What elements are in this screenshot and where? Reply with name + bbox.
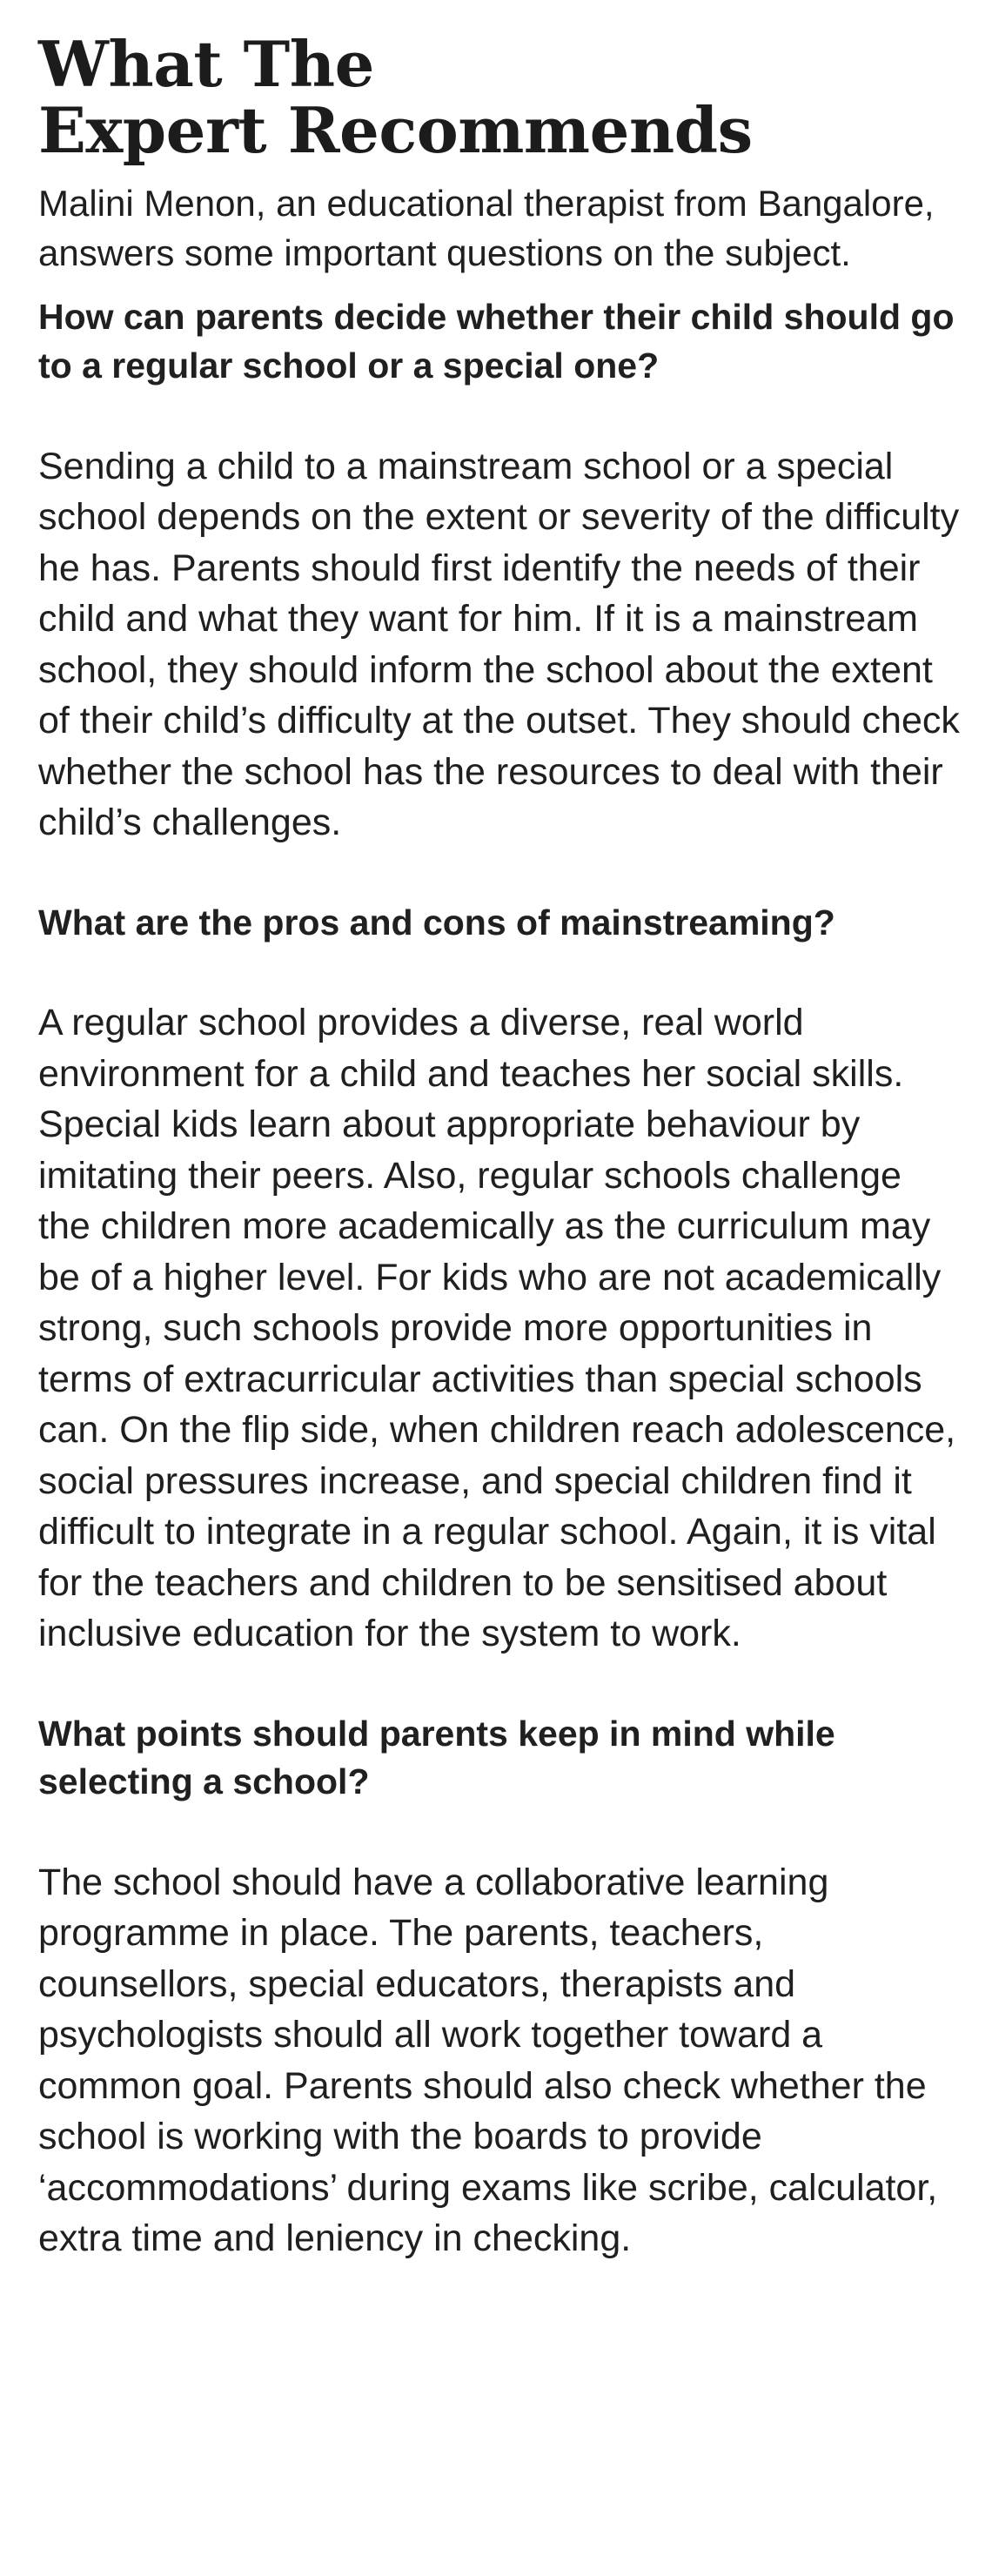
- qa-section-3: [38, 1710, 961, 2264]
- answer-1: Sending a child to a mainstream school or a special school depends on the extent or severity of the difficulty he has. Parents should first identify the needs of their child and what they want for him. If it is a mainstream school, they should inform the school about the extent of their child’s difficulty at the outset. They should check whether the school has the resources to deal with their child’s challenges.: [38, 445, 960, 844]
- article-intro: Malini Menon, an educational therapist from Bangalore, answers some important questions on the subject.: [38, 183, 935, 274]
- answer-2: A regular school provides a diverse, real world environment for a child and teaches her social skills. Special kids learn about appropriate behaviour by imitating their peers. Also, regular schools challenge the children more academically as the curriculum may be of a higher level. For kids who are not academically strong, such schools provide more opportunities in terms of extracurricular activities than special schools can. On the flip side, when children reach adolescence, social pressures increase, and special children find it difficult to integrate in a regular school. Again, it is vital for the teachers and children to be sensitised about inclusive education for the system to work.: [38, 1002, 956, 1655]
- question-1: How can parents decide whether their child should go to a regular school or a special one?: [38, 297, 955, 386]
- question-3: What points should parents keep in mind while selecting a school?: [38, 1713, 835, 1802]
- article-title-line-2: Expert Recommends: [38, 92, 753, 167]
- article-title: [38, 27, 961, 167]
- qa-section-2: [38, 899, 961, 1660]
- qa-section-1: [38, 293, 961, 848]
- question-2: What are the pros and cons of mainstreaming?: [38, 902, 835, 943]
- article: [38, 27, 961, 2315]
- answer-3: The school should have a collaborative learning programme in place. The parents, teachers, counsellors, special educators, therapists and psychologists should all work together toward a common goal. Parents should also check whether the school is working with the boards to provide ‘accommodations’ during exams like scribe, calculator, extra time and leniency in checking.: [38, 1862, 938, 2260]
- article-title-line-1: What The: [38, 27, 374, 101]
